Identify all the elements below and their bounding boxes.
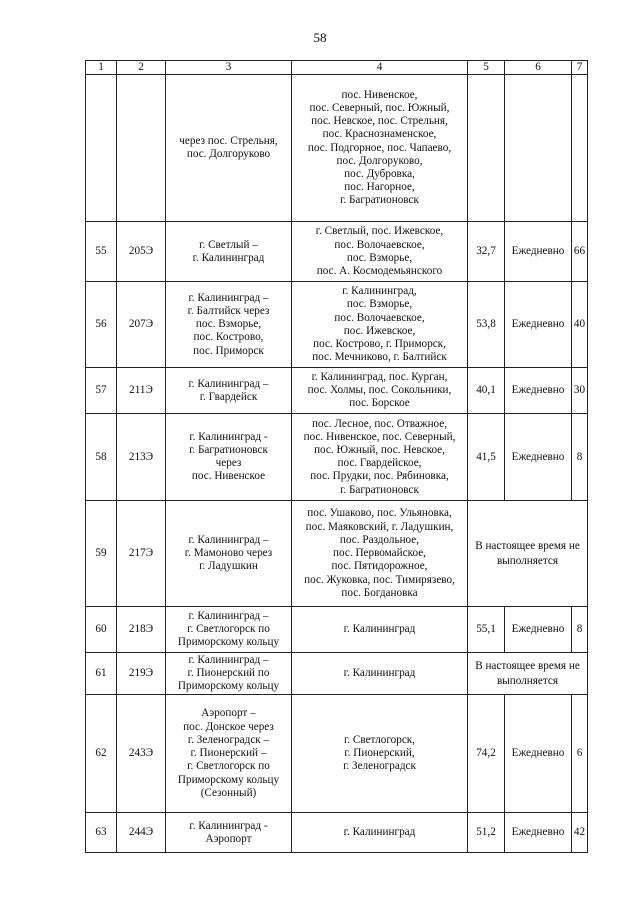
route-code: 205Э xyxy=(117,222,166,282)
route-name-line: г. Калининград - xyxy=(189,430,268,443)
row-number: 61 xyxy=(86,653,117,695)
route-name-line: пос. Нивенское xyxy=(191,470,266,483)
schedule: Ежедневно xyxy=(505,282,572,368)
schedule: Ежедневно xyxy=(505,414,572,501)
route-stops-line: пос. А. Космодемьянского xyxy=(316,264,443,277)
route-code: 219Э xyxy=(117,653,166,695)
route-name-line: г. Балтийск через xyxy=(187,304,270,317)
route-stops xyxy=(292,414,468,501)
route-stops-line: г. Светлогорск, xyxy=(343,733,416,746)
col-header: 2 xyxy=(117,61,166,75)
route-stops xyxy=(292,222,468,282)
route-name xyxy=(166,222,292,282)
route-stops-line: пос. Взморье, xyxy=(346,251,413,264)
distance-km: 74,2 xyxy=(468,695,505,813)
route-stops-line: пос. Борское xyxy=(349,397,410,410)
route-stops-line: г. Калининград xyxy=(343,623,416,636)
route-name-line: г. Калининград – xyxy=(188,653,269,666)
trip-count: 42 xyxy=(572,813,588,853)
distance-km: 51,2 xyxy=(468,813,505,853)
route-name xyxy=(166,695,292,813)
schedule xyxy=(505,75,572,222)
route-name-line: пос. Приморск xyxy=(193,344,264,357)
route-stops-line: г. Багратионовск xyxy=(340,483,419,496)
route-name-line: г. Калининград xyxy=(192,251,265,264)
route-stops-line: пос. Кострово, г. Приморск, xyxy=(313,337,446,350)
status-note xyxy=(468,501,588,607)
route-code: 207Э xyxy=(117,282,166,368)
routes-table xyxy=(85,60,588,853)
route-stops-line: пос. Ушаково, пос. Ульяновка, xyxy=(307,507,452,520)
route-name xyxy=(166,607,292,653)
route-stops-line: г. Калининград xyxy=(343,826,416,839)
row-number: 56 xyxy=(86,282,117,368)
table-row xyxy=(86,222,588,282)
route-stops xyxy=(292,653,468,695)
route-stops xyxy=(292,607,468,653)
route-name-line: пос. Кострово, xyxy=(193,331,264,344)
route-stops-line: г. Светлый, пос. Ижевское, xyxy=(315,225,444,238)
route-name-line: Приморскому кольцу xyxy=(177,773,280,786)
route-stops-line: пос. Гвардейское, xyxy=(337,457,422,470)
route-stops-line: г. Зеленоградск xyxy=(343,760,416,773)
trip-count: 40 xyxy=(572,282,588,368)
route-name-line: г. Ладушкин xyxy=(199,560,258,573)
route-stops-line: пос. Невское, пос. Стрельня, xyxy=(311,115,448,128)
route-name-line: Аэропорт xyxy=(205,832,252,845)
table-row xyxy=(86,414,588,501)
header-row xyxy=(86,61,588,75)
status-note-line: выполняется xyxy=(496,674,559,687)
page-number: 58 xyxy=(313,30,327,45)
route-name-line: пос. Взморье, xyxy=(195,318,262,331)
route-stops-line: пос. Пятидорожное, xyxy=(331,560,428,573)
status-note-line: В настоящее время не xyxy=(475,659,580,672)
route-stops-line: пос. Взморье, xyxy=(346,298,413,311)
route-name-line: г. Калининград – xyxy=(188,533,269,546)
route-stops-line: г. Калининград, пос. Курган, xyxy=(311,370,448,383)
col-header: 6 xyxy=(505,61,572,75)
route-stops-line: пос. Волочаевское, xyxy=(334,238,425,251)
table-row xyxy=(86,607,588,653)
route-name-line: пос. Долгоруково xyxy=(186,148,271,161)
route-stops-line: г. Калининград, xyxy=(342,285,417,298)
trip-count: 8 xyxy=(572,607,588,653)
route-name-line: г. Светлогорск по xyxy=(187,760,270,773)
distance-km: 40,1 xyxy=(468,368,505,414)
col-header: 1 xyxy=(86,61,117,75)
schedule: Ежедневно xyxy=(505,813,572,853)
trip-count: 6 xyxy=(572,695,588,813)
route-name xyxy=(166,75,292,222)
table-row xyxy=(86,501,588,607)
route-name-line: г. Светлогорск по xyxy=(187,623,270,636)
route-name-line: г. Калининград – xyxy=(188,609,269,622)
route-stops-line: пос. Богдановка xyxy=(341,586,418,599)
route-stops-line: пос. Волочаевское, xyxy=(334,311,425,324)
route-code: 244Э xyxy=(117,813,166,853)
col-header: 7 xyxy=(572,61,588,75)
route-code: 217Э xyxy=(117,501,166,607)
route-name-line: через xyxy=(215,457,242,470)
col-header: 4 xyxy=(292,61,468,75)
route-name-line: г. Пионерский – xyxy=(190,747,267,760)
route-name-line: пос. Донское через xyxy=(183,720,274,733)
route-name-line: г. Мамоново через xyxy=(184,547,273,560)
row-number: 60 xyxy=(86,607,117,653)
route-code: 213Э xyxy=(117,414,166,501)
row-number xyxy=(86,75,117,222)
route-stops-line: пос. Раздольное, xyxy=(339,533,420,546)
route-stops-line: пос. Жуковка, пос. Тимирязево, xyxy=(304,573,455,586)
route-stops xyxy=(292,501,468,607)
route-name xyxy=(166,813,292,853)
route-code xyxy=(117,75,166,222)
route-stops-line: пос. Северный, пос. Южный, xyxy=(309,101,450,114)
distance-km: 41,5 xyxy=(468,414,505,501)
route-stops-line: г. Пионерский, xyxy=(344,747,415,760)
route-name xyxy=(166,653,292,695)
route-stops xyxy=(292,75,468,222)
route-stops xyxy=(292,813,468,853)
route-name-line: Приморскому кольцу xyxy=(177,636,280,649)
route-name-line: г. Пионерский по xyxy=(187,667,270,680)
table-row xyxy=(86,75,588,222)
route-name xyxy=(166,368,292,414)
route-name-line: Аэропорт – xyxy=(201,707,256,720)
route-stops-line: пос. Холмы, пос. Сокольники, xyxy=(307,384,452,397)
schedule: Ежедневно xyxy=(505,695,572,813)
trip-count xyxy=(572,75,588,222)
row-number: 63 xyxy=(86,813,117,853)
table-row xyxy=(86,368,588,414)
route-name-line: г. Калининград - xyxy=(189,819,268,832)
col-header: 5 xyxy=(468,61,505,75)
route-name xyxy=(166,501,292,607)
row-number: 62 xyxy=(86,695,117,813)
schedule: Ежедневно xyxy=(505,607,572,653)
route-stops xyxy=(292,695,468,813)
route-name xyxy=(166,414,292,501)
route-stops-line: пос. Маяковский, г. Ладушкин, xyxy=(305,520,454,533)
route-stops xyxy=(292,282,468,368)
route-stops xyxy=(292,368,468,414)
distance-km: 53,8 xyxy=(468,282,505,368)
trip-count: 30 xyxy=(572,368,588,414)
row-number: 59 xyxy=(86,501,117,607)
route-stops-line: пос. Нагорное, xyxy=(344,181,415,194)
table-row xyxy=(86,653,588,695)
route-stops-line: пос. Дубровка, xyxy=(344,168,415,181)
route-code: 243Э xyxy=(117,695,166,813)
row-number: 58 xyxy=(86,414,117,501)
route-stops-line: пос. Южный, пос. Невское, xyxy=(314,444,445,456)
table-row xyxy=(86,813,588,853)
route-stops-line: пос. Прудки, пос. Рябиновка, xyxy=(310,470,449,483)
route-name-line: г. Зеленоградск – xyxy=(187,733,270,746)
route-name-line: (Сезонный) xyxy=(200,786,257,799)
route-stops-line: пос. Долгоруково, xyxy=(336,154,423,167)
row-number: 57 xyxy=(86,368,117,414)
status-note xyxy=(468,653,588,695)
row-number: 55 xyxy=(86,222,117,282)
status-note-line: выполняется xyxy=(496,554,559,567)
route-name-line: через пос. Стрельня, xyxy=(179,135,278,147)
route-stops-line: пос. Мечниково, г. Балтийск xyxy=(312,351,447,364)
route-name-line: г. Калининград – xyxy=(188,377,269,390)
schedule: Ежедневно xyxy=(505,222,572,282)
route-code: 211Э xyxy=(117,368,166,414)
distance-km xyxy=(468,75,505,222)
schedule: Ежедневно xyxy=(505,368,572,414)
table-row xyxy=(86,695,588,813)
trip-count: 66 xyxy=(572,222,588,282)
table-row xyxy=(86,282,588,368)
trip-count: 8 xyxy=(572,414,588,501)
route-name-line: г. Гвардейск xyxy=(199,390,258,403)
route-code: 218Э xyxy=(117,607,166,653)
col-header: 3 xyxy=(166,61,292,75)
route-name xyxy=(166,282,292,368)
route-stops-line: пос. Первомайское, xyxy=(333,547,426,560)
route-stops-line: г. Багратионовск xyxy=(340,194,419,207)
route-stops-line: пос. Нивенское, xyxy=(341,88,418,101)
status-note-line: В настоящее время не xyxy=(475,539,580,552)
route-stops-line: пос. Ижевское, xyxy=(343,324,416,337)
distance-km: 32,7 xyxy=(468,222,505,282)
distance-km: 55,1 xyxy=(468,607,505,653)
route-stops-line: пос. Нивенское, пос. Северный, xyxy=(303,430,456,443)
route-stops-line: г. Калининград xyxy=(343,667,416,680)
route-stops-line: пос. Лесное, пос. Отважное, xyxy=(311,417,448,430)
route-stops-line: пос. Подгорное, пос. Чапаево, xyxy=(307,141,452,154)
route-stops-line: пос. Краснознаменское, xyxy=(322,128,437,141)
route-name-line: Приморскому кольцу xyxy=(177,680,280,693)
route-name-line: г. Багратионовск xyxy=(189,444,268,456)
route-name-line: г. Калининград – xyxy=(188,291,269,304)
route-name-line: г. Светлый – xyxy=(199,238,258,251)
